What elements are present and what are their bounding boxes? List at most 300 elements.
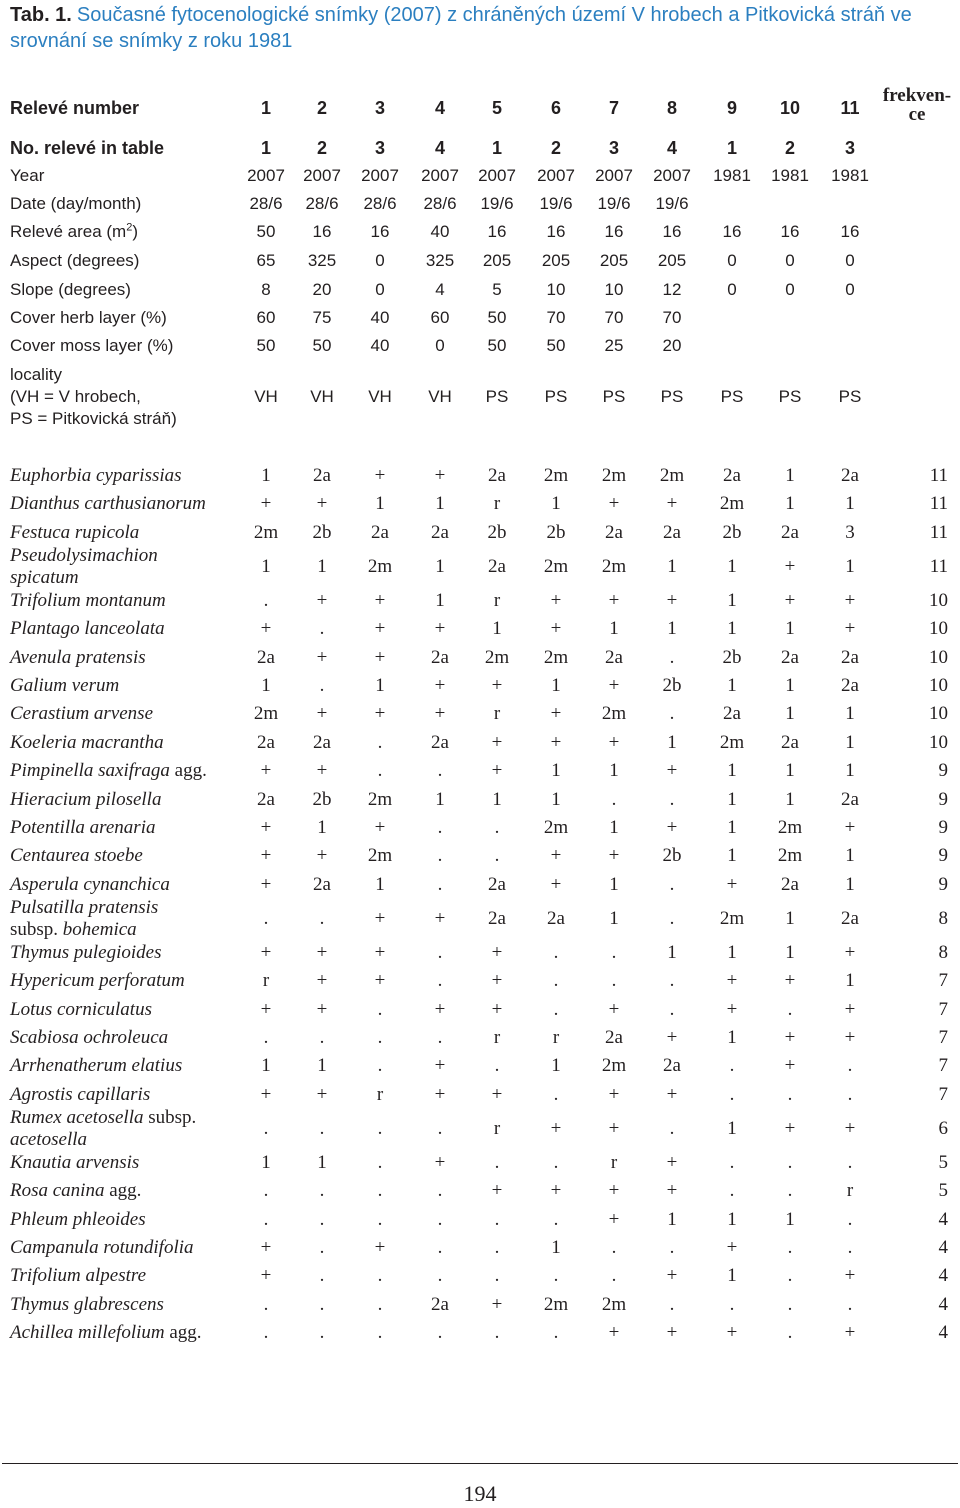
table-cell: 2m bbox=[719, 493, 745, 515]
table-caption bbox=[10, 2, 950, 54]
table-cell: 2m bbox=[659, 465, 685, 486]
table-cell: 1 bbox=[845, 873, 855, 895]
table-cell: 40 bbox=[430, 222, 450, 241]
frequency-cell: 5 bbox=[938, 1180, 948, 1202]
table-cell: 2m bbox=[601, 703, 627, 725]
table-cell: 50 bbox=[487, 308, 507, 327]
table-cell: 2 bbox=[316, 138, 327, 158]
table-cell: . bbox=[437, 970, 443, 992]
table-cell: 1 bbox=[491, 138, 502, 158]
table-cell: 2007 bbox=[478, 166, 516, 185]
frequency-cell: 4 bbox=[938, 1208, 948, 1230]
table-cell: 2a bbox=[257, 788, 275, 810]
frequency-cell: 10 bbox=[929, 731, 948, 753]
table-cell: . bbox=[847, 1237, 853, 1259]
table-cell: . bbox=[494, 1152, 500, 1173]
table-cell: 16 bbox=[840, 222, 860, 241]
table-cell: r bbox=[376, 1083, 384, 1105]
species-name bbox=[10, 1024, 168, 1052]
table-cell: 16 bbox=[312, 222, 332, 241]
table-cell: 1 bbox=[785, 1208, 795, 1230]
table-cell: + bbox=[844, 1118, 856, 1139]
species-row bbox=[0, 729, 960, 757]
table-cell: + bbox=[374, 703, 386, 725]
species-name bbox=[10, 462, 182, 490]
table-cell: 0 bbox=[845, 251, 855, 270]
table-cell: + bbox=[434, 618, 446, 640]
table-cell: . bbox=[437, 873, 443, 895]
table-cell: . bbox=[787, 1083, 793, 1105]
table-cell: + bbox=[374, 1237, 386, 1259]
table-cell: 5 bbox=[491, 98, 502, 118]
table-header-row bbox=[0, 162, 960, 190]
table-cell: 2m bbox=[543, 646, 569, 668]
table-cell: . bbox=[319, 1208, 325, 1230]
table-cell: . bbox=[729, 1180, 735, 1202]
table-cell: 20 bbox=[312, 280, 332, 299]
table-cell: 28/6 bbox=[423, 194, 457, 213]
species-row bbox=[0, 1149, 960, 1177]
table-cell: 2b bbox=[312, 788, 332, 810]
table-cell: + bbox=[666, 1083, 678, 1105]
table-cell: 2a bbox=[663, 521, 681, 543]
table-cell: + bbox=[434, 998, 446, 1020]
table-cell: 1 bbox=[609, 873, 619, 895]
table-caption-text: Současné fytocenologické snímky (2007) z chráněných území V hrobech a Pitkovická stráň ve srovnání se snímky z roku 1981 bbox=[10, 4, 912, 52]
frequency-cell: 9 bbox=[938, 873, 948, 895]
table-cell: . bbox=[437, 941, 443, 963]
table-cell: + bbox=[491, 731, 503, 753]
table-cell: 28/6 bbox=[363, 194, 397, 213]
table-cell: 1 bbox=[667, 1208, 677, 1230]
table-cell: + bbox=[260, 760, 272, 782]
table-cell: 2m bbox=[367, 556, 393, 578]
table-cell: . bbox=[319, 1026, 325, 1048]
table-cell: 2 bbox=[316, 98, 327, 118]
table-cell: 0 bbox=[845, 280, 855, 299]
species-name bbox=[10, 1052, 182, 1080]
table-cell: 1 bbox=[261, 465, 271, 486]
frequency-cell: 10 bbox=[929, 703, 948, 725]
table-cell: 50 bbox=[256, 336, 276, 355]
table-cell: + bbox=[434, 1152, 446, 1173]
table-cell: 2a bbox=[257, 731, 275, 753]
table-cell: . bbox=[553, 941, 559, 963]
table-cell: 1 bbox=[375, 493, 385, 515]
species-name bbox=[10, 1149, 139, 1177]
table-cell: + bbox=[608, 493, 620, 515]
table-cell: + bbox=[608, 1208, 620, 1230]
frequency-cell: 7 bbox=[938, 1055, 948, 1077]
table-cell: 205 bbox=[657, 251, 687, 270]
table-cell: 12 bbox=[662, 280, 682, 299]
species-row bbox=[0, 615, 960, 643]
row-label bbox=[10, 94, 139, 122]
table-cell: + bbox=[608, 998, 620, 1020]
species-name-text: Scabiosa ochroleuca bbox=[10, 1026, 169, 1048]
table-cell: 70 bbox=[604, 308, 624, 327]
table-cell: . bbox=[787, 1265, 793, 1287]
table-cell: . bbox=[669, 1118, 675, 1139]
table-cell: 1 bbox=[727, 1208, 737, 1230]
table-cell: + bbox=[784, 590, 796, 612]
frequency-header-line: frekven- bbox=[882, 85, 952, 106]
species-name bbox=[10, 1177, 141, 1205]
table-cell: 2a bbox=[781, 646, 799, 668]
species-name bbox=[10, 1234, 194, 1262]
table-cell: 1 bbox=[551, 1237, 561, 1259]
species-name bbox=[10, 896, 159, 940]
table-cell: + bbox=[726, 1237, 738, 1259]
table-cell: 1 bbox=[261, 1055, 271, 1077]
table-cell: 2a bbox=[841, 646, 859, 668]
species-name bbox=[10, 490, 206, 518]
table-cell: 2a bbox=[431, 1293, 449, 1315]
table-cell: 2b bbox=[662, 675, 682, 697]
table-cell: 60 bbox=[256, 308, 276, 327]
table-cell: + bbox=[374, 646, 386, 668]
frequency-cell: 11 bbox=[929, 465, 948, 486]
frequency-cell: 4 bbox=[938, 1265, 948, 1287]
species-row bbox=[0, 519, 960, 547]
table-cell: + bbox=[550, 1118, 562, 1139]
table-cell: + bbox=[666, 816, 678, 838]
table-cell: 4 bbox=[434, 138, 445, 158]
table-cell: 2m bbox=[253, 521, 279, 543]
species-row bbox=[0, 490, 960, 518]
table-cell: + bbox=[491, 1293, 503, 1315]
table-cell: + bbox=[260, 1237, 272, 1259]
table-cell: . bbox=[553, 998, 559, 1020]
table-cell: 1 bbox=[667, 731, 677, 753]
table-cell: + bbox=[491, 1180, 503, 1202]
table-cell: + bbox=[666, 1152, 678, 1173]
table-cell: 2007 bbox=[361, 166, 399, 185]
table-cell: 3 bbox=[374, 98, 385, 118]
table-cell: 2a bbox=[605, 646, 623, 668]
frequency-cell: 8 bbox=[938, 907, 948, 929]
table-cell bbox=[703, 332, 761, 360]
species-name bbox=[10, 587, 166, 615]
table-cell: 2m bbox=[719, 731, 745, 753]
table-cell: . bbox=[494, 1322, 500, 1344]
species-name bbox=[10, 615, 165, 643]
table-cell: . bbox=[437, 1208, 443, 1230]
species-name-text: Knautia arvensis bbox=[10, 1152, 140, 1173]
table-cell: 1 bbox=[609, 907, 619, 929]
table-cell bbox=[761, 332, 819, 360]
table-cell: + bbox=[260, 845, 272, 867]
table-header-row bbox=[0, 276, 960, 304]
table-cell: 2a bbox=[723, 703, 741, 725]
frequency-cell: 10 bbox=[929, 675, 948, 697]
table-cell: 16 bbox=[662, 222, 682, 241]
table-cell: + bbox=[784, 1118, 796, 1139]
table-cell: 325 bbox=[307, 251, 337, 270]
table-cell: + bbox=[844, 998, 856, 1020]
species-row bbox=[0, 939, 960, 967]
table-cell: PS bbox=[485, 387, 509, 406]
table-cell: . bbox=[787, 1293, 793, 1315]
table-cell: . bbox=[263, 1118, 269, 1139]
species-name-text: Agrostis capillaris bbox=[10, 1083, 151, 1105]
table-cell: . bbox=[553, 1208, 559, 1230]
table-cell: VH bbox=[368, 387, 392, 406]
table-cell: 1 bbox=[727, 590, 737, 612]
table-cell: + bbox=[491, 998, 503, 1020]
table-number: Tab. 1. bbox=[10, 4, 72, 26]
table-cell: + bbox=[726, 970, 738, 992]
frequency-cell: 9 bbox=[938, 788, 948, 810]
table-cell: + bbox=[374, 590, 386, 612]
species-row bbox=[0, 871, 960, 899]
table-cell: 1 bbox=[260, 138, 271, 158]
table-cell: 1 bbox=[435, 590, 445, 612]
table-cell: r bbox=[610, 1152, 618, 1173]
frequency-cell: 7 bbox=[938, 1083, 948, 1105]
species-name bbox=[10, 729, 164, 757]
species-name-text: Trifolium alpestre bbox=[10, 1265, 147, 1287]
species-name-text: Euphorbia cyparissias bbox=[10, 465, 182, 486]
table-cell: 19/6 bbox=[480, 194, 514, 213]
table-cell: . bbox=[437, 1322, 443, 1344]
table-cell: 1 bbox=[727, 1265, 737, 1287]
table-cell: . bbox=[669, 788, 675, 810]
table-cell: 2a bbox=[663, 1055, 681, 1077]
table-cell: + bbox=[434, 1083, 446, 1105]
species-row bbox=[0, 700, 960, 728]
table-cell: 19/6 bbox=[655, 194, 689, 213]
species-name-text: Pseudolysimachion bbox=[10, 545, 158, 567]
frequency-cell: 10 bbox=[929, 590, 948, 612]
table-cell: 2m bbox=[543, 816, 569, 838]
table-cell bbox=[821, 332, 879, 360]
table-cell: . bbox=[611, 941, 617, 963]
table-cell: 2a bbox=[431, 646, 449, 668]
table-header-row bbox=[0, 134, 960, 162]
species-name-line2: subsp. bohemica bbox=[10, 918, 137, 940]
table-cell: 1 bbox=[727, 1118, 737, 1139]
table-cell: 60 bbox=[430, 308, 450, 327]
table-cell: 2m bbox=[253, 703, 279, 725]
table-cell: 4 bbox=[435, 280, 445, 299]
table-cell: 1 bbox=[727, 618, 737, 640]
table-cell bbox=[703, 190, 761, 218]
table-cell: . bbox=[377, 1293, 383, 1315]
table-cell: . bbox=[263, 1208, 269, 1230]
table-cell: 1 bbox=[785, 907, 795, 929]
table-cell: 2b bbox=[546, 521, 566, 543]
species-name bbox=[10, 545, 158, 589]
table-cell: 2a bbox=[313, 873, 331, 895]
table-cell: 1 bbox=[785, 465, 795, 486]
table-cell: 2m bbox=[601, 1293, 627, 1315]
species-name-text: Centaurea stoebe bbox=[10, 845, 143, 867]
species-name-text: Trifolium montanum bbox=[10, 590, 166, 612]
species-name-text: Rosa canina bbox=[10, 1180, 105, 1202]
table-header-row bbox=[0, 218, 960, 246]
table-cell: . bbox=[787, 1152, 793, 1173]
species-row bbox=[0, 1177, 960, 1205]
table-cell: 2m bbox=[543, 465, 569, 486]
table-cell: + bbox=[434, 907, 446, 929]
table-cell: 1 bbox=[785, 703, 795, 725]
table-cell: 75 bbox=[312, 308, 332, 327]
table-cell: 2a bbox=[371, 521, 389, 543]
row-label-text: Cover herb layer (%) bbox=[10, 308, 167, 327]
table-cell: 1 bbox=[551, 788, 561, 810]
table-cell: . bbox=[669, 873, 675, 895]
table-cell: . bbox=[319, 1293, 325, 1315]
table-cell: 1 bbox=[261, 675, 271, 697]
page-number: 194 bbox=[463, 1481, 497, 1506]
species-name-text: Achillea millefolium bbox=[10, 1322, 165, 1344]
table-cell: + bbox=[844, 816, 856, 838]
table-cell: + bbox=[491, 941, 503, 963]
table-cell: 1 bbox=[551, 675, 561, 697]
table-cell: . bbox=[729, 1083, 735, 1105]
table-cell: r bbox=[846, 1180, 854, 1202]
table-cell: . bbox=[553, 1265, 559, 1287]
species-name-text: Pulsatilla pratensis bbox=[10, 896, 159, 918]
locality-row bbox=[0, 364, 960, 430]
table-cell: + bbox=[666, 1180, 678, 1202]
table-cell: 1 bbox=[375, 675, 385, 697]
table-cell: 2007 bbox=[537, 166, 575, 185]
table-cell: + bbox=[550, 590, 562, 612]
table-cell: 16 bbox=[722, 222, 742, 241]
table-cell: 50 bbox=[487, 336, 507, 355]
species-row bbox=[0, 1234, 960, 1262]
table-cell: 1 bbox=[492, 788, 502, 810]
species-name-text: Dianthus carthusianorum bbox=[10, 493, 206, 515]
table-cell: + bbox=[316, 998, 328, 1020]
table-cell: 1 bbox=[727, 556, 737, 578]
table-cell: + bbox=[608, 1118, 620, 1139]
species-row bbox=[0, 757, 960, 785]
table-cell: 1 bbox=[785, 788, 795, 810]
table-cell: 4 bbox=[434, 98, 445, 118]
row-label-text: (VH = V hrobech, bbox=[10, 387, 141, 406]
table-cell: 50 bbox=[546, 336, 566, 355]
table-cell: . bbox=[263, 907, 269, 929]
table-cell: . bbox=[263, 1322, 269, 1344]
table-cell: 2a bbox=[605, 521, 623, 543]
table-cell: . bbox=[319, 1180, 325, 1202]
table-cell: + bbox=[316, 703, 328, 725]
species-name bbox=[10, 1262, 146, 1290]
table-cell: 205 bbox=[482, 251, 512, 270]
table-cell: 1 bbox=[785, 493, 795, 515]
table-cell: . bbox=[377, 1026, 383, 1048]
table-cell bbox=[703, 304, 761, 332]
table-cell: . bbox=[611, 788, 617, 810]
table-cell: 1 bbox=[845, 703, 855, 725]
species-row bbox=[0, 1319, 960, 1347]
table-cell: 0 bbox=[435, 336, 445, 355]
table-cell: . bbox=[377, 998, 383, 1020]
table-cell: . bbox=[729, 1152, 735, 1173]
species-name-text: Festuca rupicola bbox=[10, 521, 140, 543]
table-cell: . bbox=[847, 1083, 853, 1105]
table-cell: + bbox=[260, 998, 272, 1020]
table-cell: 0 bbox=[785, 280, 795, 299]
table-cell: . bbox=[319, 675, 325, 697]
table-cell: + bbox=[550, 703, 562, 725]
table-cell: . bbox=[437, 1180, 443, 1202]
table-cell: + bbox=[316, 970, 328, 992]
table-cell: . bbox=[263, 590, 269, 612]
table-cell: 2a bbox=[488, 465, 506, 486]
row-label bbox=[10, 190, 141, 218]
row-label-text: locality bbox=[10, 365, 62, 384]
species-name bbox=[10, 1081, 150, 1109]
species-row bbox=[0, 1291, 960, 1319]
table-cell: 2a bbox=[781, 731, 799, 753]
table-cell: PS bbox=[544, 387, 568, 406]
table-cell: . bbox=[319, 1322, 325, 1344]
table-cell: . bbox=[377, 1118, 383, 1139]
table-cell: VH bbox=[310, 387, 334, 406]
table-cell: 16 bbox=[604, 222, 624, 241]
table-cell: 2m bbox=[601, 556, 627, 578]
table-cell: . bbox=[377, 1055, 383, 1077]
table-cell: 1 bbox=[609, 618, 619, 640]
frequency-cell: 9 bbox=[938, 816, 948, 838]
table-cell: . bbox=[377, 1322, 383, 1344]
table-cell: 2b bbox=[487, 521, 507, 543]
table-cell: + bbox=[666, 1322, 678, 1344]
table-cell: 2m bbox=[601, 465, 627, 486]
species-name bbox=[10, 967, 185, 995]
species-name-text: Phleum phleoides bbox=[10, 1208, 146, 1230]
species-row bbox=[0, 1024, 960, 1052]
species-name bbox=[10, 1107, 197, 1150]
species-row bbox=[0, 842, 960, 870]
table-cell: 0 bbox=[375, 251, 385, 270]
table-cell: + bbox=[374, 941, 386, 963]
frequency-cell: 10 bbox=[929, 618, 948, 640]
table-cell: 2m bbox=[719, 907, 745, 929]
table-cell: + bbox=[316, 590, 328, 612]
table-header-row bbox=[0, 332, 960, 360]
table-cell: . bbox=[437, 1237, 443, 1259]
table-cell bbox=[821, 190, 879, 218]
table-cell: + bbox=[726, 998, 738, 1020]
frequency-cell: 5 bbox=[938, 1152, 948, 1173]
table-cell: + bbox=[784, 1055, 796, 1077]
table-cell: 1 bbox=[551, 1055, 561, 1077]
table-cell bbox=[761, 190, 819, 218]
species-name-line2: acetosella bbox=[10, 1129, 88, 1150]
table-cell: + bbox=[608, 1322, 620, 1344]
table-cell: . bbox=[437, 1265, 443, 1287]
species-row bbox=[0, 967, 960, 995]
table-cell: 2 bbox=[784, 138, 795, 158]
row-label bbox=[10, 304, 167, 332]
table-cell: + bbox=[374, 618, 386, 640]
table-cell: 1 bbox=[727, 845, 737, 867]
table-cell: . bbox=[494, 845, 500, 867]
table-cell: 25 bbox=[604, 336, 624, 355]
table-cell: . bbox=[263, 1293, 269, 1315]
table-cell: 2a bbox=[488, 873, 506, 895]
species-name-text: Hypericum perforatum bbox=[10, 970, 185, 992]
table-cell: 1 bbox=[727, 816, 737, 838]
table-cell: + bbox=[374, 816, 386, 838]
table-cell: + bbox=[434, 1055, 446, 1077]
table-cell: r bbox=[493, 590, 501, 612]
